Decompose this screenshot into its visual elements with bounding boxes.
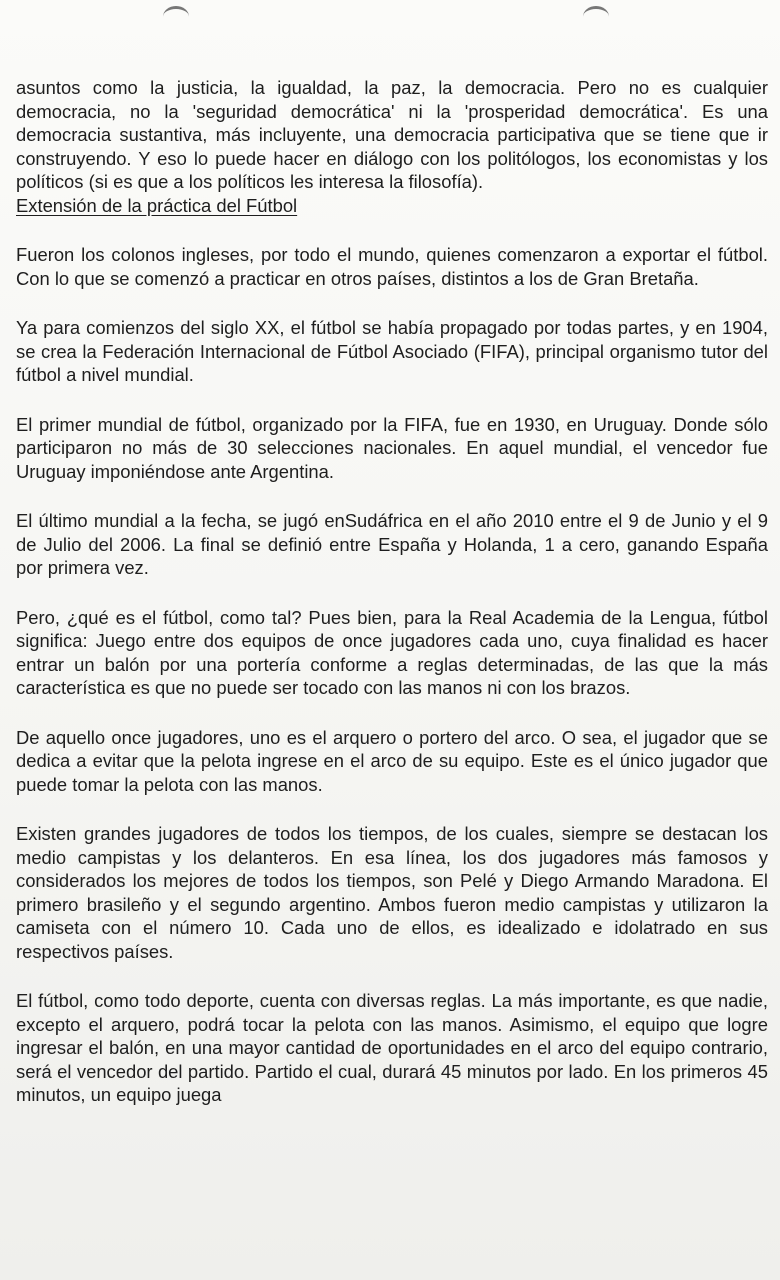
spacer <box>16 580 768 606</box>
paragraph-fifa: Ya para comienzos del siglo XX, el fútbol se había propagado por todas partes, y en 1904, se crea la Federación Internacional de Fútbol Asociado (FIFA), principal organismo tutor del fútbol a nivel mundial. <box>16 317 768 385</box>
paragraph-reglas: El fútbol, como todo deporte, cuenta con diversas reglas. La más importante, es que nadie, excepto el arquero, podrá tocar la pelota con las manos. Asimismo, el equipo que logre ingresar el balón, en una mayor cantidad de oportunidades en el arco del equipo contrario, será el vencedor del partido. Partido el cual, durará 45 minutos por lado. En los primeros 45 minutos, un equipo juega <box>16 990 768 1105</box>
spacer <box>16 963 768 989</box>
paragraph-ultimo-mundial-end: en el año 2010 entre el 9 de Junio y el 9 de Julio del 2006. La final se definió entre España y Holanda, 1 a cero, ganando España por primera vez. <box>16 510 768 578</box>
document-body <box>16 76 768 1107</box>
spacer <box>16 217 768 243</box>
paragraph-primer-mundial: El primer mundial de fútbol, organizado por la FIFA, fue en 1930, en Uruguay. Donde sólo participaron no más de 30 selecciones nacionales. En aquel mundial, el vencedor fue Uruguay imponiéndose ante Argentina. <box>16 413 768 482</box>
paragraph-colonos: Fueron los colonos ingleses, por todo el mundo, quienes comenzaron a exportar el fútbol. Con lo que se comenzó a practicar en otros países, distintos a los de Gran Bretaña. <box>16 244 768 289</box>
paragraph-definicion: Pero, ¿qué es el fútbol, como tal? Pues bien, para la Real Academia de la Lengua, fútbol significa: Juego entre dos equipos de once jugadores cada uno, cuya finalidad es hacer entrar un balón por una portería conforme a reglas determinadas, de las que la más característica es que no puede ser tocado con las manos ni con los brazos. <box>16 606 768 698</box>
paragraph-arquero: De aquello once jugadores, uno es el arquero o portero del arco. O sea, el jugador que se dedica a evitar que la pelota ingrese en el arco de su equipo. Este es el único jugador que puede tomar la pelota con las manos. <box>16 726 768 795</box>
section-heading: Extensión de la práctica del Fútbol <box>16 194 298 216</box>
paragraph-ultimo-mundial <box>16 509 768 580</box>
binder-hole-left <box>163 6 189 27</box>
handwritten-correction-word: Sudáfrica <box>344 510 423 531</box>
spacer <box>16 700 768 726</box>
paragraph-intro: asuntos como la justicia, la igualdad, la paz, la democracia. Pero no es cualquier democracia, no la 'seguridad democrática' ni la 'prosperidad democrática'. Es una democracia sustantiva, más incluyente, una democracia participativa que se tiene que ir construyendo. Y eso lo puede hacer en diálogo con los politólogos, los economistas y los políticos (si es que a los políticos les interesa la filosofía). <box>16 77 768 192</box>
spacer <box>16 483 768 509</box>
spacer <box>16 290 768 316</box>
spacer <box>16 796 768 822</box>
spacer <box>16 387 768 413</box>
paragraph-ultimo-mundial-start: El último mundial a la fecha, se jugó en <box>16 510 345 531</box>
paragraph-jugadores: Existen grandes jugadores de todos los tiempos, de los cuales, siempre se destacan los medio campistas y los delanteros. En esa línea, los dos jugadores más famosos y considerados los mejores de todos los tiempos, son Pelé y Diego Armando Maradona. El primero brasileño y el segundo argentino. Ambos fueron medio campistas y utilizaron la camiseta con el número 10. Cada uno de ellos, es idealizado e idolatrado en sus respectivos países. <box>16 823 768 962</box>
binder-hole-right <box>583 6 609 27</box>
